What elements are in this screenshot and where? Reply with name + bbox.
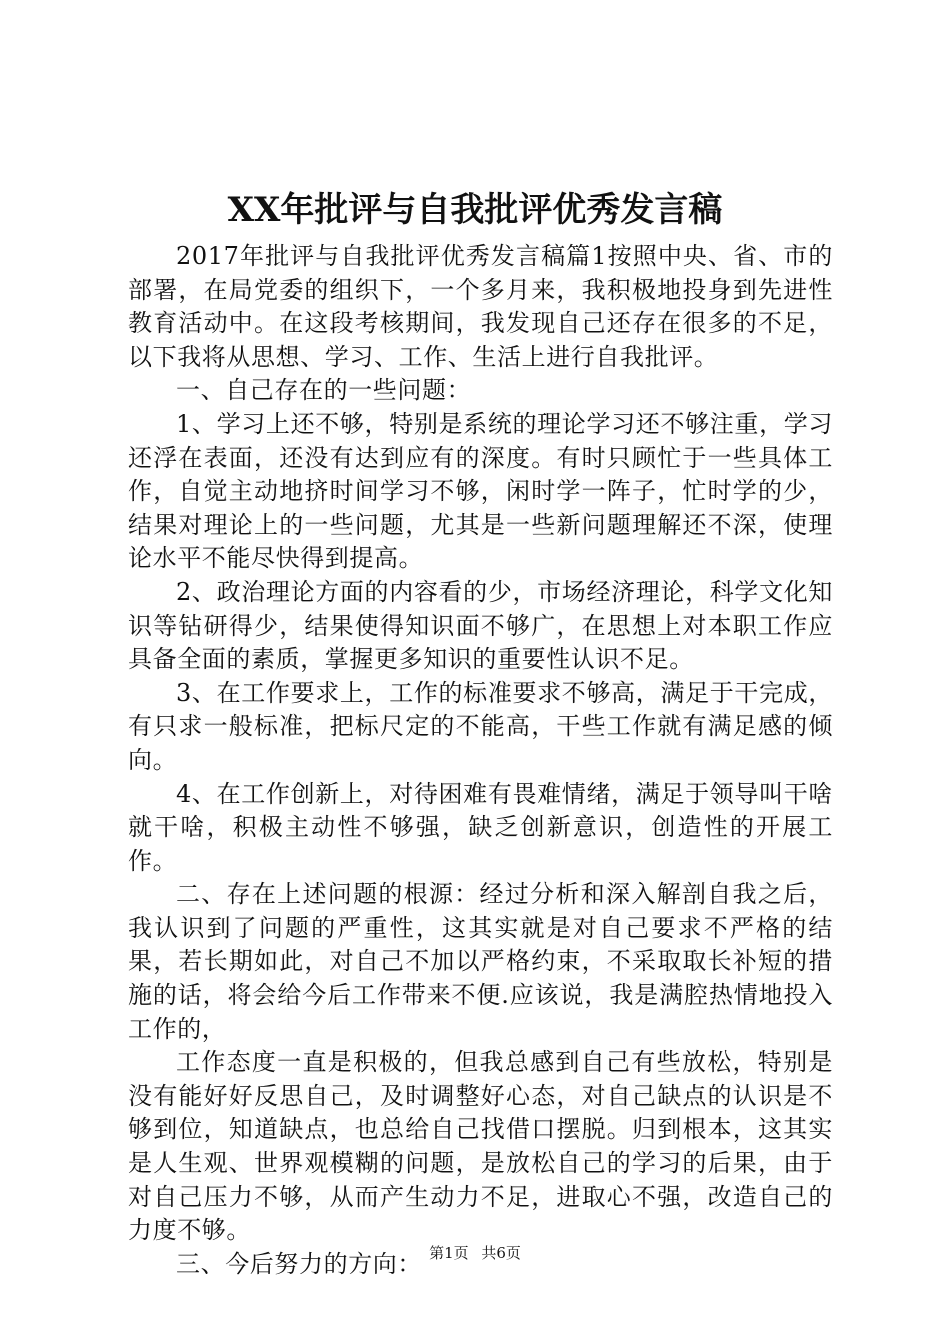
- paragraph-section-3-heading: 三、今后努力的方向：: [176, 1249, 422, 1278]
- page-footer: [0, 1243, 950, 1263]
- page-number: 第1页: [429, 1244, 469, 1262]
- paragraph-item-4: 4、在工作创新上，对待困难有畏难情绪，满足于领导叫干啥就干啥，积极主动性不够强，缺乏创新意识，创造性的开展工作。: [128, 779, 833, 875]
- document-body: [128, 240, 833, 1281]
- paragraph-section-1-heading: 一、自己存在的一些问题：: [176, 376, 472, 405]
- paragraph-section-2-continued: 工作态度一直是积极的，但我总感到自己有些放松，特别是没有能好好反思自己，及时调整好心态，对自己缺点的认识是不够到位，知道缺点，也总给自己找借口摆脱。归到根本，这其实是人生观、世界观模糊的问题，是放松自己的学习的后果，由于对自己压力不够，从而产生动力不足，进取心不强，改造自己的力度不够。: [128, 1048, 833, 1245]
- paragraph-section-2: 二、存在上述问题的根源：经过分析和深入解剖自我之后，我认识到了问题的严重性，这其实就是对自己要求不严格的结果，若长期如此，对自己不加以严格约束，不采取取长补短的措施的话，将会给今后工作带来不便.应该说，我是满腔热情地投入工作的，: [128, 880, 833, 1043]
- paragraph-item-2: 2、政治理论方面的内容看的少，市场经济理论，科学文化知识等钻研得少，结果使得知识面不够广，在思想上对本职工作应具备全面的素质，掌握更多知识的重要性认识不足。: [128, 577, 833, 674]
- paragraph-item-3: 3、在工作要求上，工作的标准要求不够高，满足于干完成，有只求一般标准，把标尺定的不能高，干些工作就有满足感的倾向。: [128, 678, 833, 774]
- paragraph-item-1: 1、学习上还不够，特别是系统的理论学习还不够注重，学习还浮在表面，还没有达到应有的深度。有时只顾忙于一些具体工作，自觉主动地挤时间学习不够，闲时学一阵子，忙时学的少，结果对理论上的一些问题，尤其是一些新问题理解还不深，使理论水平不能尽快得到提高。: [128, 409, 833, 573]
- document-title: XX年批评与自我批评优秀发言稿: [227, 190, 723, 230]
- page-total: 共6页: [481, 1244, 521, 1262]
- paragraph-intro: 2017年批评与自我批评优秀发言稿篇1按照中央、省、市的部署，在局党委的组织下，一个多月来，我积极地投身到先进性教育活动中。在这段考核期间，我发现自己还存在很多的不足，以下我将从思想、学习、工作、生活上进行自我批评。: [128, 242, 833, 371]
